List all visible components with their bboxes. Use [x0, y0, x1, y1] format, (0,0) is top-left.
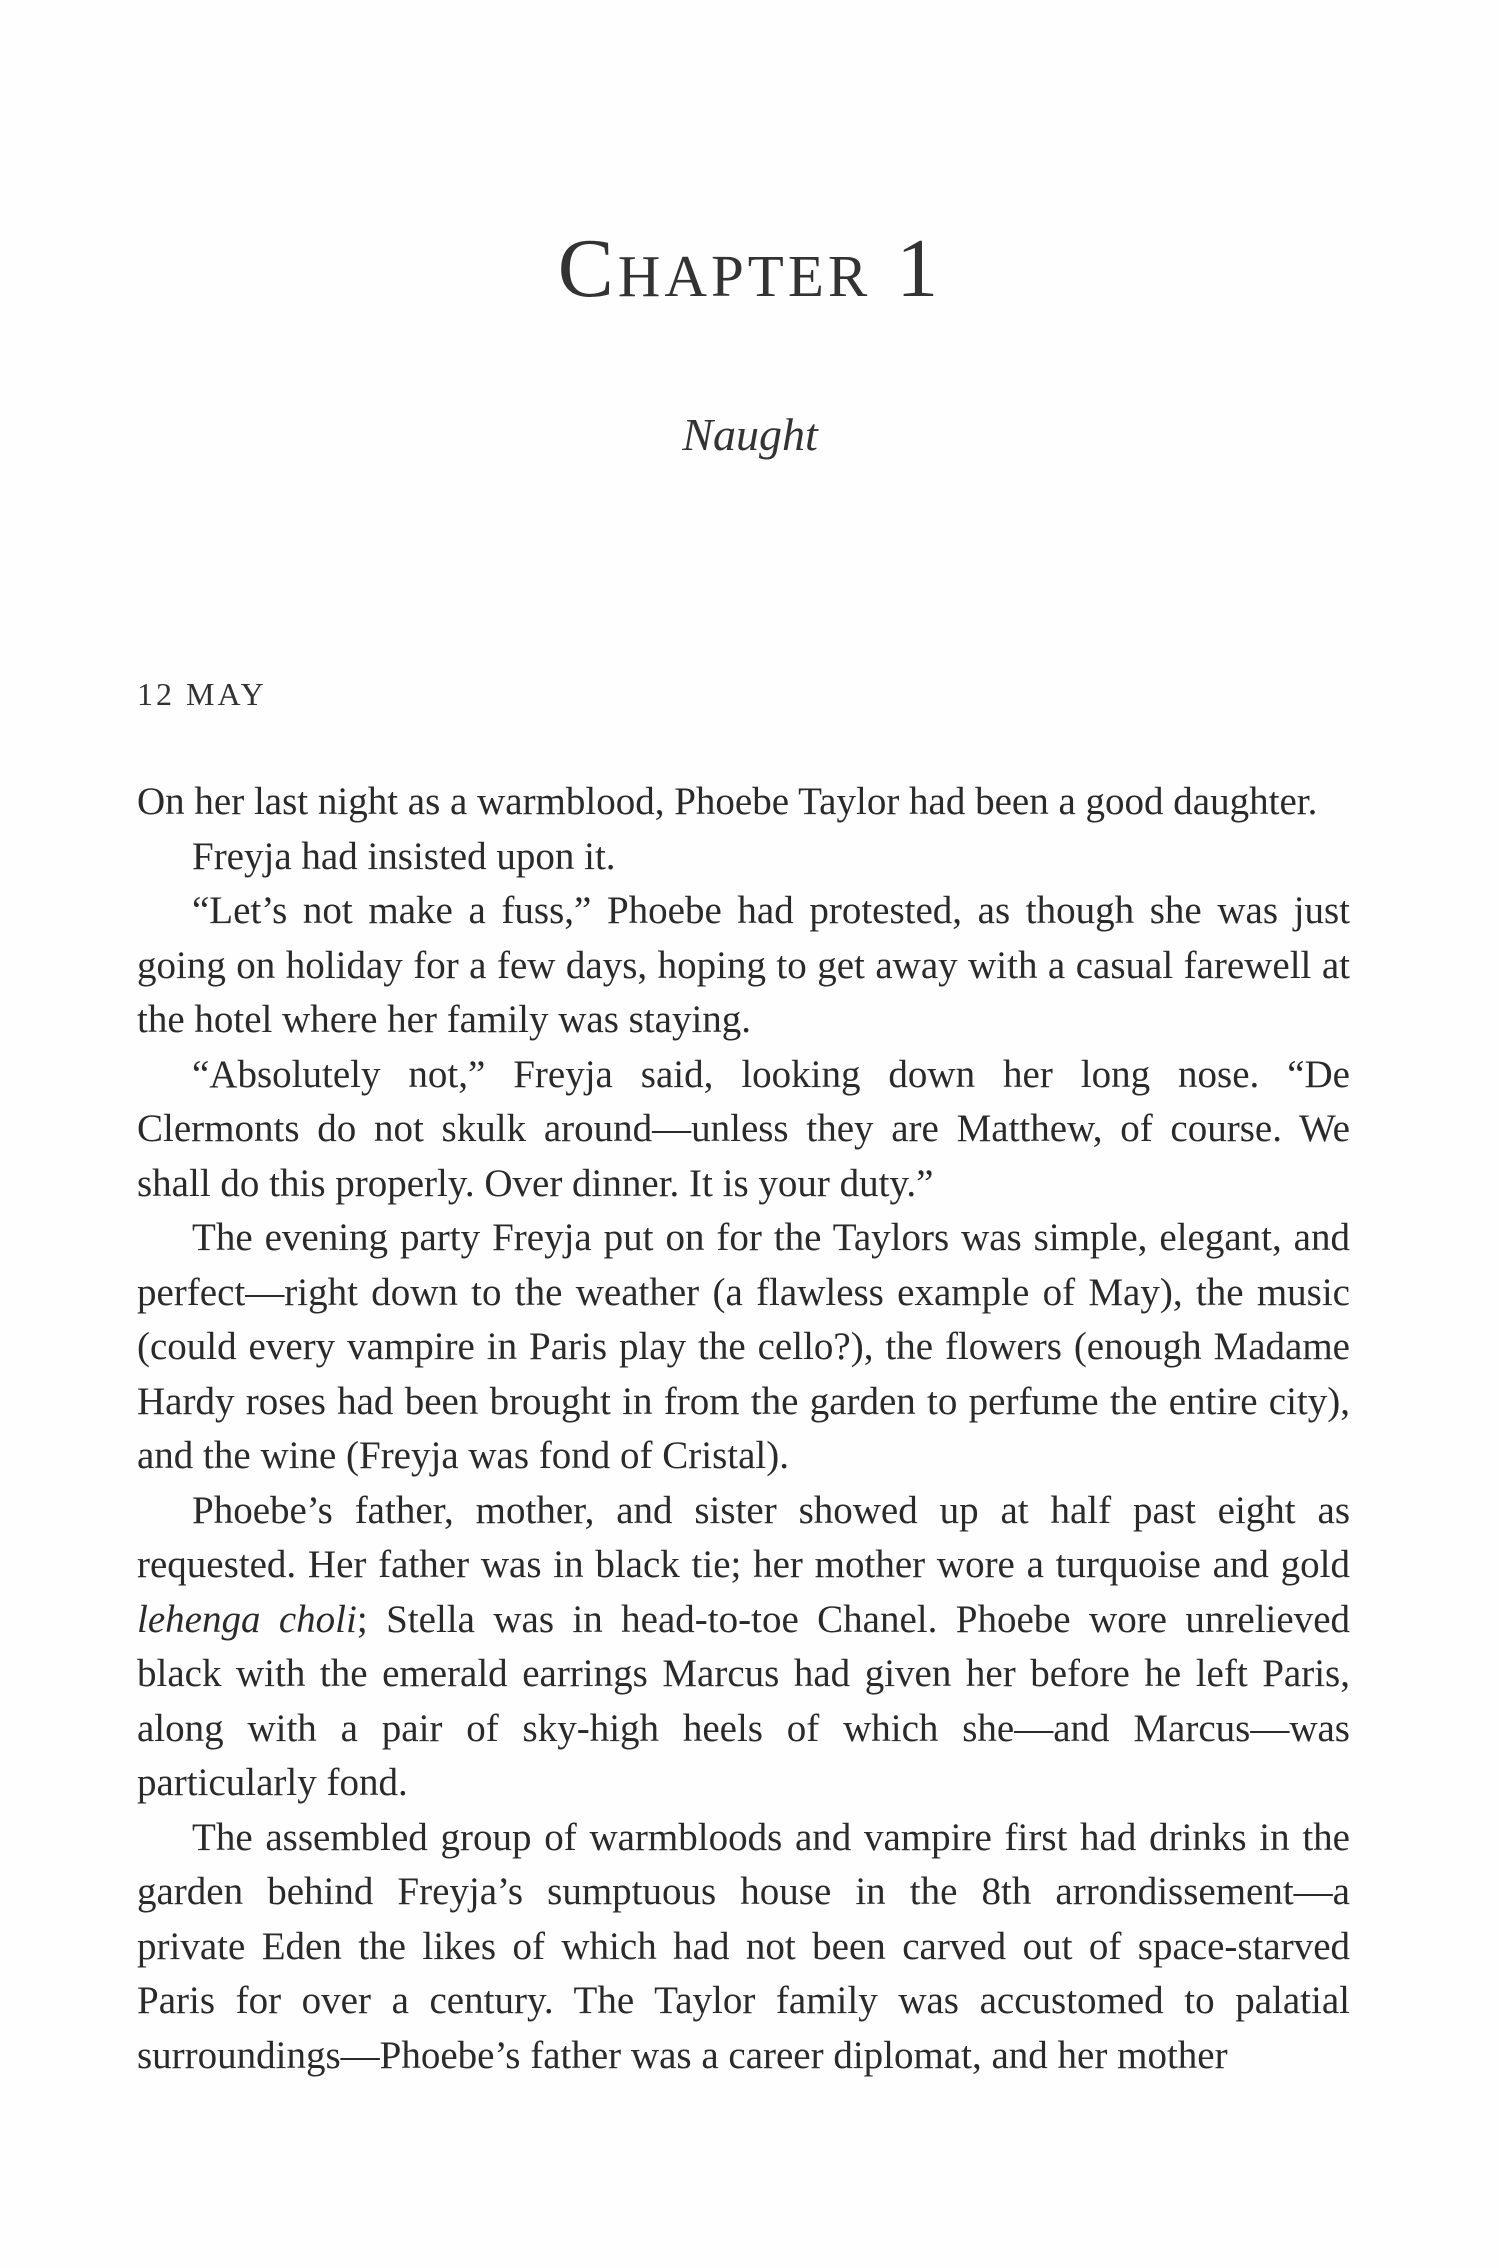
date-line: 12 MAY — [137, 676, 267, 712]
paragraph: “Absolutely not,” Freyja said, looking down her long nose. “De Clermonts do not skulk around—unless they are Matthew, of course. We shall do this properly. Over dinner. It is your duty.” — [137, 1052, 1350, 1205]
chapter-title: Chapter 1 — [557, 222, 943, 315]
paragraph: The assembled group of warmbloods and vampire first had drinks in the garden behind Freyja’s sumptuous house in the 8th arrondissement—a private Eden the likes of which had not been carved out of space-starved Paris for over a century. The Taylor family was accustomed to palatial surroundings—Phoebe’s father was a career diplomat, and her mother — [137, 1815, 1350, 2077]
paragraph-text: ; Stella was in head-to-toe Chanel. Phoebe wore unrelieved black with the emerald earrings Marcus had given her before he left Paris, along with a pair of sky-high heels of which she—and Marcus—was particularly fond. — [137, 1597, 1351, 1804]
paragraph: On her last night as a warmblood, Phoebe Taylor had been a good daughter. — [137, 780, 1318, 823]
paragraph — [137, 1484, 1350, 1811]
chapter-subtitle: Naught — [682, 409, 818, 460]
paragraph: The evening party Freyja put on for the Taylors was simple, elegant, and perfect—right down to the weather (a flawless example of May), the music (could every vampire in Paris play the cello?), the flowers (enough Madame Hardy roses had been brought in from the garden to perfume the entire city), and the wine (Freyja was fond of Cristal). — [137, 1216, 1350, 1477]
body-text — [137, 775, 1350, 2083]
italic-term: lehenga choli — [137, 1597, 357, 1641]
paragraph: “Let’s not make a fuss,” Phoebe had protested, as though she was just going on holiday for a few days, hoping to get away with a casual farewell at the hotel where her family was staying. — [137, 889, 1350, 1041]
paragraph-text: Phoebe’s father, mother, and sister showed up at half past eight as requested. Her father was in black tie; her mother wore a turquoise and gold — [137, 1488, 1350, 1586]
paragraph: Freyja had insisted upon it. — [192, 834, 616, 878]
